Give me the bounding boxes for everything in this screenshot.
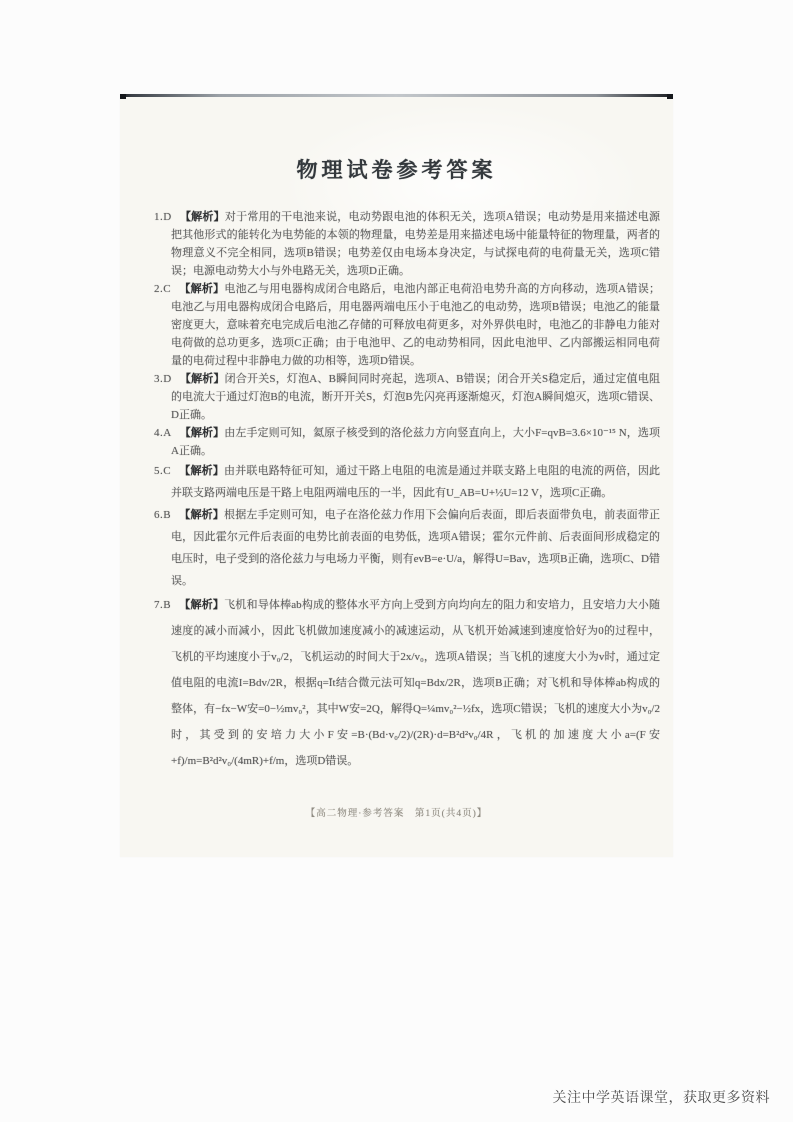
- answer-number: 7.B: [154, 599, 172, 611]
- answer-number: 1.D: [154, 211, 172, 223]
- watermark-label: 关注中学英语课堂，获取更多资料: [552, 1091, 770, 1106]
- answer-item-4: [154, 424, 660, 460]
- analysis-tag: 【解析】: [179, 465, 225, 477]
- answer-number: 5.C: [154, 465, 172, 477]
- answer-text: 电池乙与用电器构成闭合电路后，电池内部正电荷沿电势升高的方向移动，选项A错误；电池乙与用电器构成闭合电路后，用电器两端电压小于电池乙的电动势，选项B错误；电池乙的能量密度更大，意味着充电完成后电池乙存储的可释放电荷更多，对外界供电时，电池乙的非静电力能对电荷做的总功更多，选项C正确；由于电池甲、乙的电动势相同，因此电池甲、乙内部搬运相同电荷量的电荷过程中非静电力做的功相等，选项D错误。: [171, 283, 660, 367]
- page-title: 物理试卷参考答案: [296, 159, 497, 182]
- answer-number: 6.B: [154, 509, 172, 521]
- answers-list: [120, 208, 673, 774]
- page-footer: 【高二物理·参考答案 第1页(共4页)】: [305, 809, 488, 819]
- answer-text: 由并联电路特征可知，通过干路上电阻的电流是通过并联支路上电阻的电流的两倍，因此并联支路两端电压是干路上电阻两端电压的一半，因此有U_AB=U+½U=12 V，选项C正确。: [171, 465, 660, 499]
- scan-top-edge-artifact: [120, 94, 673, 97]
- analysis-tag: 【解析】: [179, 509, 225, 521]
- answer-number: 2.C: [154, 283, 172, 295]
- answer-text: 闭合开关S，灯泡A、B瞬间同时亮起，选项A、B错误；闭合开关S稳定后，通过定值电阻的电流大于通过灯泡B的电流，断开开关S，灯泡B先闪亮再逐渐熄灭，灯泡A瞬间熄灭，选项C错误、D正确。: [171, 373, 661, 421]
- analysis-tag: 【解析】: [179, 211, 225, 223]
- analysis-tag: 【解析】: [179, 427, 225, 439]
- answer-text: 根据左手定则可知，电子在洛伦兹力作用下会偏向后表面，即后表面带负电，前表面带正电，因此霍尔元件后表面的电势比前表面的电势低，选项A错误；霍尔元件前、后表面间形成稳定的电压时，电子受到的洛伦兹力与电场力平衡，则有evB=e·U/a，解得U=Bav，选项B正确，选项C、D错误。: [171, 509, 660, 587]
- answer-item-2: [154, 280, 660, 370]
- scan-corner-mark-right: [667, 94, 673, 99]
- scanned-document-page: [120, 94, 673, 857]
- answer-number: 3.D: [154, 373, 172, 385]
- answer-text: 由左手定则可知，氦原子核受到的洛伦兹力方向竖直向上，大小F=qvB=3.6×10⁻¹⁵ N，选项A正确。: [171, 427, 661, 457]
- answer-number: 4.A: [154, 427, 172, 439]
- answer-item-6: [154, 504, 660, 592]
- answer-item-5: [154, 460, 660, 504]
- answer-item-3: [154, 370, 660, 424]
- scan-corner-mark-left: [120, 94, 126, 99]
- answer-text: 飞机和导体棒ab构成的整体水平方向上受到方向均向左的阻力和安培力，且安培力大小随速度的减小而减小，因此飞机做加速度减小的减速运动，从飞机开始减速到速度恰好为0的过程中，飞机的平均速度小于v₀/2，飞机运动的时间大于2x/v₀，选项A错误；当飞机的速度大小为v时，通过定值电阻的电流I=Bdv/2R，根据q=Īt结合微元法可知q=Bdx/2R，选项B正确；对飞机和导体棒ab构成的整体，有−fx−W安=0−½mv₀²，其中W安=2Q，解得Q=¼mv₀²−½fx，选项C错误；飞机的速度大小为v₀/2时，其受到的安培力大小F安=B·(Bd·v₀/2)/(2R)·d=B²d²v₀/4R，飞机的加速度大小a=(F安+f)/m=B²d²v₀/(4mR)+f/m，选项D错误。: [171, 599, 660, 767]
- answer-text: 对于常用的干电池来说，电动势跟电池的体积无关，选项A错误；电动势是用来描述电源把其他形式的能转化为电势能的本领的物理量，电势差是用来描述电场中能量特征的物理量，两者的物理意义不完全相同，选项B错误；电势差仅由电场本身决定，与试探电荷的电荷量无关，选项C错误；电源电动势大小与外电路无关，选项D正确。: [171, 211, 660, 277]
- answer-item-1: [154, 208, 660, 280]
- analysis-tag: 【解析】: [179, 373, 225, 385]
- analysis-tag: 【解析】: [179, 283, 225, 295]
- answer-item-7: [154, 592, 660, 774]
- analysis-tag: 【解析】: [179, 599, 225, 611]
